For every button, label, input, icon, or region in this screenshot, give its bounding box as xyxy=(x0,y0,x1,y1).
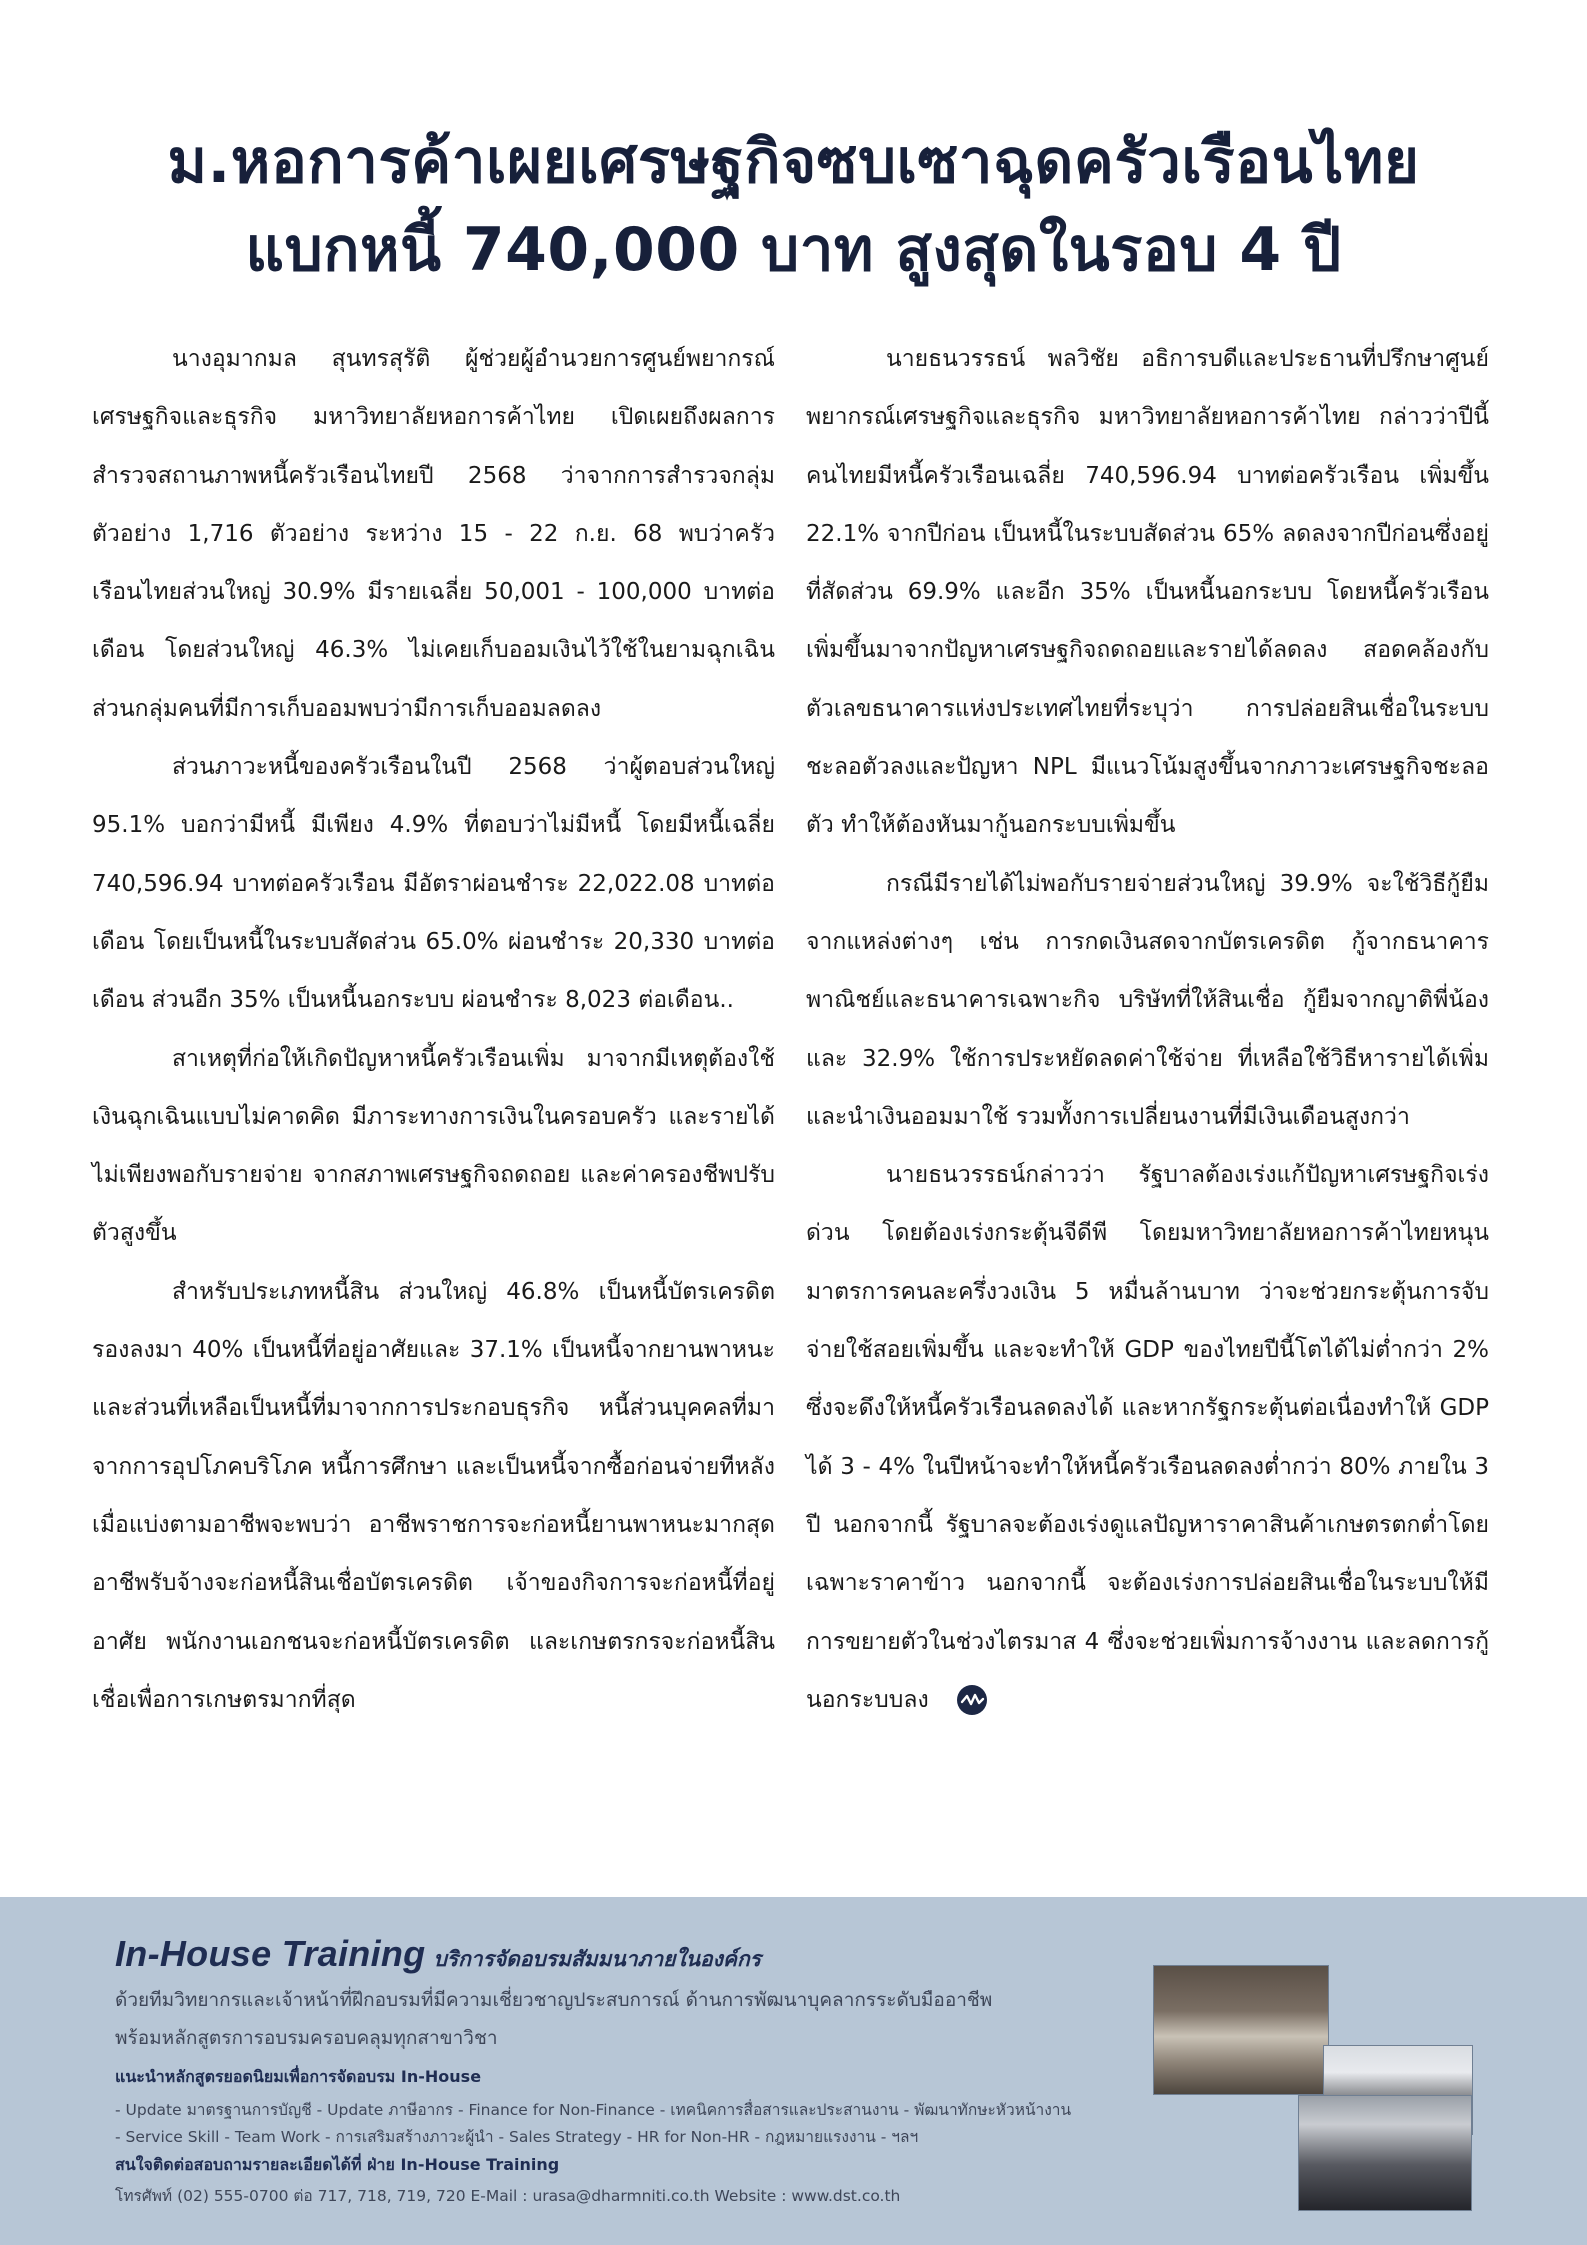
training-photo xyxy=(1153,1965,1329,2095)
article-title-line-1: ม.หอการค้าเผยเศรษฐกิจซบเซาฉุดครัวเรือนไทย xyxy=(167,127,1420,197)
article-paragraph-text: นายธนวรรธน์กล่าวว่า รัฐบาลต้องเร่งแก้ปัญหาเศรษฐกิจเร่งด่วน โดยต้องเร่งกระตุ้นจีดีพี โดยมหาวิทยาลัยหอการค้าไทยหนุนมาตรการคนละครึ่งวงเงิน 5 หมื่นล้านบาท ว่าจะช่วยกระตุ้นการจับจ่ายใช้สอยเพิ่มขึ้น และจะทำให้ GDP ของไทยปีนี้โตได้ไม่ต่ำกว่า 2% ซึ่งจะดึงให้หนี้ครัวเรือนลดลงได้ และหากรัฐกระตุ้นต่อเนื่องทำให้ GDP ได้ 3 - 4% ในปีหน้าจะทำให้หนี้ครัวเรือนลดลงต่ำกว่า 80% ภายใน 3 ปี นอกจากนี้ รัฐบาลจะต้องเร่งดูแลปัญหาราคาสินค้าเกษตรตกต่ำโดยเฉพาะราคาข้าว นอกจากนี้ จะต้องเร่งการปล่อยสินเชื่อในระบบให้มีการขยายตัวในช่วงไตรมาส 4 ซึ่งจะช่วยเพิ่มการจ้างงาน และลดการกู้นอกระบบลง xyxy=(806,1162,1489,1713)
banner-subtitle: บริการจัดอบรมสัมมนาภายในองค์กร xyxy=(433,1947,761,1971)
article-paragraph: กรณีมีรายได้ไม่พอกับรายจ่ายส่วนใหญ่ 39.9% จะใช้วิธีกู้ยืมจากแหล่งต่างๆ เช่น การกดเงินสดจากบัตรเครดิต กู้จากธนาคารพาณิชย์และธนาคารเฉพาะกิจ บริษัทที่ให้สินเชื่อ กู้ยืมจากญาติพี่น้อง และ 32.9% ใช้การประหยัดลดค่าใช้จ่าย ที่เหลือใช้วิธีหารายได้เพิ่มและนำเงินออมมาใช้ รวมทั้งการเปลี่ยนงานที่มีเงินเดือนสูงกว่า xyxy=(806,870,1489,1130)
article-right-column xyxy=(806,330,1489,1729)
banner-description-line: พร้อมหลักสูตรการอบรมครอบคลุมทุกสาขาวิชา xyxy=(115,2027,498,2049)
article-paragraph: สำหรับประเภทหนี้สิน ส่วนใหญ่ 46.8% เป็นหนี้บัตรเครดิต รองลงมา 40% เป็นหนี้ที่อยู่อาศัยและ 37.1% เป็นหนี้จากยานพาหนะ และส่วนที่เหลือเป็นหนี้ที่มาจากการประกอบธุรกิจ หนี้ส่วนบุคคลที่มาจากการอุปโภคบริโภค หนี้การศึกษา และเป็นหนี้จากซื้อก่อนจ่ายทีหลัง เมื่อแบ่งตามอาชีพจะพบว่า อาชีพราชการจะก่อหนี้ยานพาหนะมากสุด อาชีพรับจ้างจะก่อหนี้สินเชื่อบัตรเครดิต เจ้าของกิจการจะก่อหนี้ที่อยู่อาศัย พนักงานเอกชนจะก่อหนี้บัตรเครดิต และเกษตรกรจะก่อหนี้สินเชื่อเพื่อการเกษตรมากที่สุด xyxy=(92,1278,775,1713)
courses-list-line: - Service Skill - Team Work - การเสริมสร้างภาวะผู้นำ - Sales Strategy - HR for Non-HR - กฎหมายแรงงาน - ฯลฯ xyxy=(115,2128,919,2146)
article-paragraph xyxy=(806,1146,1489,1729)
article-title-line-2: แบกหนี้ 740,000 บาท สูงสุดในรอบ 4 ปี xyxy=(245,215,1342,285)
in-house-training-banner xyxy=(0,1897,1587,2245)
article-paragraph: สาเหตุที่ก่อให้เกิดปัญหาหนี้ครัวเรือนเพิ่ม มาจากมีเหตุต้องใช้เงินฉุกเฉินแบบไม่คาดคิด มีภาระทางการเงินในครอบครัว และรายได้ไม่เพียงพอกับรายจ่าย จากสภาพเศรษฐกิจถดถอย และค่าครองชีพปรับตัวสูงขึ้น xyxy=(92,1045,775,1247)
article-left-column xyxy=(92,330,775,1729)
article-paragraph: นางอุมากมล สุนทรสุรัติ ผู้ช่วยผู้อำนวยการศูนย์พยากรณ์เศรษฐกิจและธุรกิจ มหาวิทยาลัยหอการค้าไทย เปิดเผยถึงผลการสำรวจสถานภาพหนี้ครัวเรือนไทยปี 2568 ว่าจากการสำรวจกลุ่มตัวอย่าง 1,716 ตัวอย่าง ระหว่าง 15 - 22 ก.ย. 68 พบว่าครัวเรือนไทยส่วนใหญ่ 30.9% มีรายเฉลี่ย 50,001 - 100,000 บาทต่อเดือน โดยส่วนใหญ่ 46.3% ไม่เคยเก็บออมเงินไว้ใช้ในยามฉุกเฉิน ส่วนกลุ่มคนที่มีการเก็บออมพบว่ามีการเก็บออมลดลง xyxy=(92,346,775,722)
banner-title-text: In-House Training xyxy=(115,1933,426,1974)
article-title xyxy=(60,118,1527,294)
courses-list-line: - Update มาตรฐานการบัญชี - Update ภาษีอากร - Finance for Non-Finance - เทคนิคการสื่อสารและประสานงาน - พัฒนาทักษะหัวหน้างาน xyxy=(115,2101,1072,2119)
article-paragraph: ส่วนภาวะหนี้ของครัวเรือนในปี 2568 ว่าผู้ตอบส่วนใหญ่ 95.1% บอกว่ามีหนี้ มีเพียง 4.9% ที่ตอบว่าไม่มีหนี้ โดยมีหนี้เฉลี่ย 740,596.94 บาทต่อครัวเรือน มีอัตราผ่อนชำระ 22,022.08 บาทต่อเดือน โดยเป็นหนี้ในระบบสัดส่วน 65.0% ผ่อนชำระ 20,330 บาทต่อเดือน ส่วนอีก 35% เป็นหนี้นอกระบบ ผ่อนชำระ 8,023 ต่อเดือน.. xyxy=(92,754,775,1014)
courses-heading: แนะนำหลักสูตรยอดนิยมเพื่อการจัดอบรม In-House xyxy=(115,2067,482,2086)
contact-info: โทรศัพท์ (02) 555-0700 ต่อ 717, 718, 719, 720 E-Mail : urasa@dharmniti.co.th Website : www.dst.co.th xyxy=(115,2187,901,2205)
contact-heading: สนใจติดต่อสอบถามรายละเอียดได้ที่ ฝ่าย In-House Training xyxy=(115,2155,560,2174)
training-photo xyxy=(1298,2095,1472,2211)
banner-description-line: ด้วยทีมวิทยากรและเจ้าหน้าที่ฝึกอบรมที่มีความเชี่ยวชาญประสบการณ์ ด้านการพัฒนาบุคลากรระดับมืออาชีพ xyxy=(115,1989,993,2011)
publisher-logo-icon xyxy=(957,1685,987,1715)
article-paragraph: นายธนวรรธน์ พลวิชัย อธิการบดีและประธานที่ปรึกษาศูนย์พยากรณ์เศรษฐกิจและธุรกิจ มหาวิทยาลัยหอการค้าไทย กล่าวว่าปีนี้คนไทยมีหนี้ครัวเรือนเฉลี่ย 740,596.94 บาทต่อครัวเรือน เพิ่มขึ้น 22.1% จากปีก่อน เป็นหนี้ในระบบสัดส่วน 65% ลดลงจากปีก่อนซึ่งอยู่ที่สัดส่วน 69.9% และอีก 35% เป็นหนี้นอกระบบ โดยหนี้ครัวเรือนเพิ่มขึ้นมาจากปัญหาเศรษฐกิจถดถอยและรายได้ลดลง สอดคล้องกับตัวเลขธนาคารแห่งประเทศไทยที่ระบุว่า การปล่อยสินเชื่อในระบบชะลอตัวลงและปัญหา NPL มีแนวโน้มสูงขึ้นจากภาวะเศรษฐกิจชะลอตัว ทำให้ต้องหันมากู้นอกระบบเพิ่มขึ้น xyxy=(806,346,1489,839)
banner-title xyxy=(115,1933,761,1976)
